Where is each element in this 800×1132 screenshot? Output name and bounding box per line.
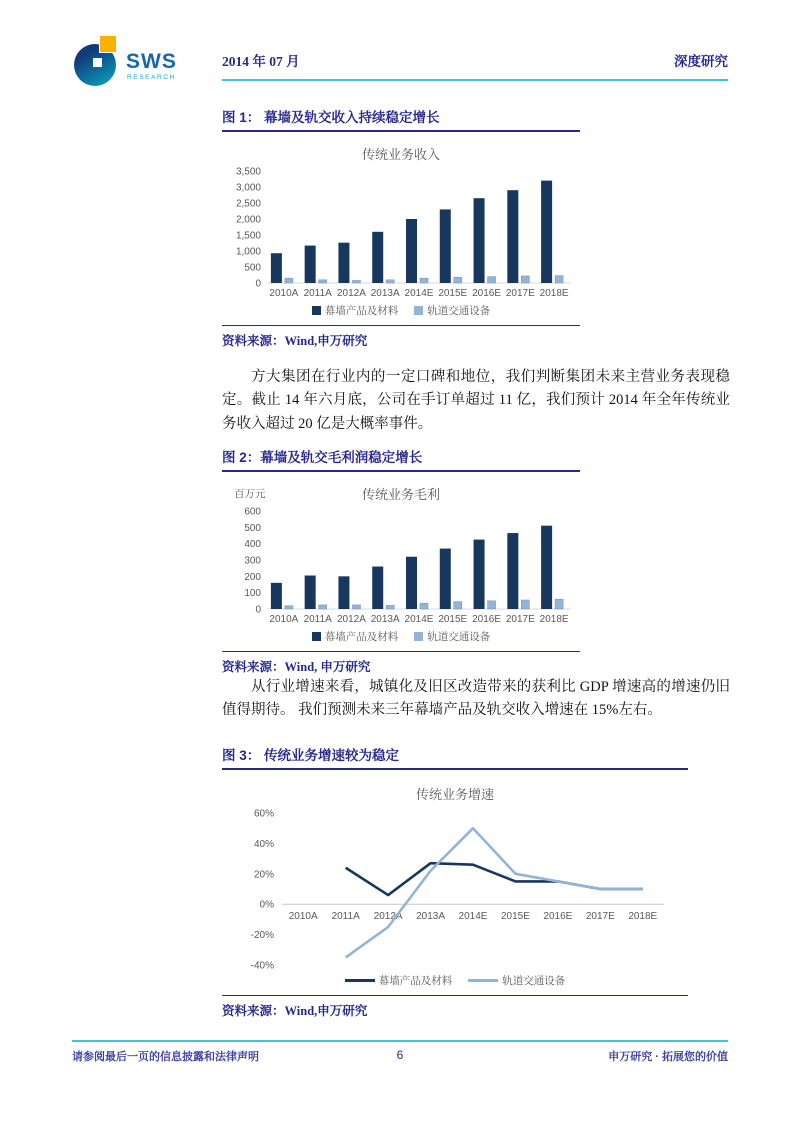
- figure-1-title: 图 1： 幕墙及轨交收入持续稳定增长: [222, 106, 580, 132]
- legend-label: 幕墙产品及材料: [324, 305, 399, 317]
- svg-text:100: 100: [244, 588, 261, 600]
- paragraph-2: 从行业增速来看，城镇化及旧区改造带来的获利比 GDP 增速高的增速仍旧值得期待。 我们预测未来三年幕墙产品及轨交收入增速在 15%左右。: [222, 679, 730, 719]
- sws-logo: [74, 36, 204, 96]
- svg-text:2016E: 2016E: [472, 614, 502, 625]
- svg-text:2011A: 2011A: [331, 911, 360, 923]
- figure-2-title: 图 2：幕墙及轨交毛利润稳定增长: [222, 446, 580, 472]
- svg-text:2017E: 2017E: [505, 614, 535, 625]
- gross-profit-bar-chart: [223, 503, 579, 625]
- svg-text:2014E: 2014E: [404, 614, 434, 625]
- svg-text:400: 400: [244, 539, 261, 551]
- svg-text:2015E: 2015E: [438, 614, 468, 625]
- figure-3-title: 图 3： 传统业务增速较为稳定: [222, 744, 688, 770]
- svg-text:2015E: 2015E: [500, 911, 530, 923]
- svg-text:2012A: 2012A: [373, 911, 403, 923]
- chart-1-title: 传统业务收入: [361, 147, 440, 162]
- svg-text:2,000: 2,000: [235, 214, 261, 226]
- legend-label: 幕墙产品及材料: [324, 631, 399, 643]
- paragraph-1: 方大集团在行业内的一定口碑和地位，我们判断集团未来主营业务表现稳定。截止 14 年六月底，公司在手订单超过 11 亿，我们预计 2014 年全年传统业务收入超过 20 亿是大概率事件。: [222, 369, 730, 432]
- svg-text:2013A: 2013A: [416, 911, 446, 923]
- chart-3-header: [222, 784, 688, 801]
- svg-text:0: 0: [255, 604, 261, 616]
- svg-text:2014E: 2014E: [404, 288, 434, 299]
- chart-3-legend: [222, 973, 688, 988]
- footer-slogan: 申万研究 · 拓展您的价值: [608, 1051, 728, 1063]
- chart-2-unit-label: 百万元: [234, 488, 266, 500]
- chart-2-title: 传统业务毛利: [361, 487, 440, 502]
- svg-text:1,500: 1,500: [235, 230, 261, 242]
- svg-text:2015E: 2015E: [438, 288, 468, 299]
- legend-label: 幕墙产品及材料: [378, 975, 453, 987]
- svg-text:300: 300: [244, 555, 261, 567]
- legend-item: [312, 303, 399, 318]
- svg-text:2017E: 2017E: [505, 288, 535, 299]
- chart-1-legend: [222, 303, 580, 318]
- figure-1-block: [222, 106, 580, 349]
- svg-text:2013A: 2013A: [370, 614, 400, 625]
- chart-2-header: [222, 484, 580, 501]
- svg-text:2014E: 2014E: [458, 911, 488, 923]
- svg-text:500: 500: [244, 262, 261, 274]
- svg-text:3,500: 3,500: [235, 166, 261, 178]
- figure-2-block: [222, 446, 580, 675]
- legend-swatch-icon: [468, 979, 498, 982]
- svg-text:20%: 20%: [253, 869, 274, 881]
- svg-text:0%: 0%: [259, 899, 274, 911]
- report-type: 深度研究: [674, 54, 728, 69]
- svg-text:-40%: -40%: [250, 960, 274, 969]
- svg-text:60%: 60%: [253, 808, 274, 820]
- svg-text:1,000: 1,000: [235, 246, 261, 258]
- legend-item: [468, 973, 565, 988]
- figure-3-source: 资料来源：Wind,申万研究: [222, 995, 688, 1019]
- legend-swatch-icon: [312, 306, 321, 315]
- chart-3-title: 传统业务增速: [415, 787, 494, 802]
- svg-text:2010A: 2010A: [269, 288, 299, 299]
- figure-3-block: [222, 744, 688, 1019]
- svg-text:2,500: 2,500: [235, 198, 261, 210]
- svg-text:2010A: 2010A: [288, 911, 318, 923]
- logo-text: SWS: [126, 50, 177, 73]
- svg-text:500: 500: [244, 522, 261, 534]
- chart-1-header: [222, 144, 580, 161]
- report-date: 2014 年 07 月: [222, 54, 300, 69]
- svg-text:2016E: 2016E: [472, 288, 502, 299]
- svg-text:-20%: -20%: [250, 930, 274, 942]
- svg-text:2018E: 2018E: [628, 911, 658, 923]
- svg-text:3,000: 3,000: [235, 182, 261, 194]
- svg-text:600: 600: [244, 506, 261, 518]
- logo-white-notch-icon: [93, 58, 102, 67]
- logo-yellow-square-icon: [100, 36, 116, 52]
- legend-swatch-icon: [414, 632, 423, 641]
- svg-text:2018E: 2018E: [539, 614, 569, 625]
- svg-text:2010A: 2010A: [269, 614, 299, 625]
- page-footer: [72, 1040, 728, 1064]
- legend-swatch-icon: [345, 979, 375, 982]
- chart-2-legend: [222, 629, 580, 644]
- legend-swatch-icon: [414, 306, 423, 315]
- svg-text:2012A: 2012A: [336, 288, 366, 299]
- svg-text:2017E: 2017E: [585, 911, 615, 923]
- svg-text:2018E: 2018E: [539, 288, 569, 299]
- footer-disclaimer: 请参阅最后一页的信息披露和法律声明: [72, 1051, 259, 1063]
- svg-text:2011A: 2011A: [303, 614, 332, 625]
- legend-item: [312, 629, 399, 644]
- svg-text:2012A: 2012A: [336, 614, 366, 625]
- legend-label: 轨道交通设备: [427, 631, 491, 643]
- legend-label: 轨道交通设备: [427, 305, 491, 317]
- legend-swatch-icon: [312, 632, 321, 641]
- svg-text:200: 200: [244, 571, 261, 583]
- legend-item: [345, 973, 453, 988]
- svg-text:2011A: 2011A: [303, 288, 332, 299]
- page-number: 6: [396, 1048, 404, 1062]
- growth-rate-line-chart: [230, 803, 680, 969]
- logo-subtext: RESEARCH: [127, 74, 176, 81]
- svg-text:2013A: 2013A: [370, 288, 400, 299]
- legend-label: 轨道交通设备: [502, 975, 566, 987]
- revenue-bar-chart: [223, 163, 579, 299]
- header-bar: [222, 50, 728, 81]
- figure-1-source: 资料来源：Wind,申万研究: [222, 325, 580, 349]
- legend-item: [414, 629, 490, 644]
- legend-item: [414, 303, 490, 318]
- figure-2-source: 资料来源：Wind, 申万研究: [222, 651, 580, 675]
- svg-text:2016E: 2016E: [543, 911, 573, 923]
- svg-text:0: 0: [255, 278, 261, 290]
- svg-text:40%: 40%: [253, 838, 274, 850]
